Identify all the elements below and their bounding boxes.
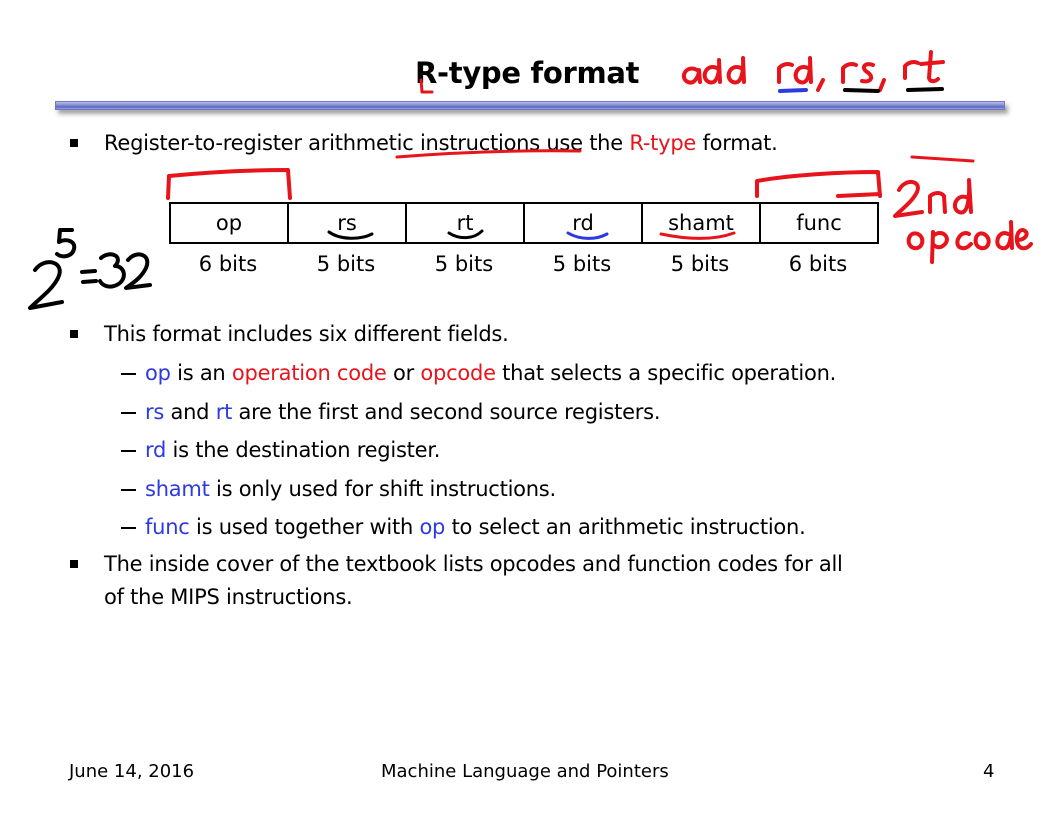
bits-rd: 5 bits xyxy=(552,252,612,276)
footer-page-number: 4 xyxy=(983,761,995,782)
bullet-3-line-1: The inside cover of the textbook lists opcodes and function codes for all xyxy=(104,552,843,576)
text-segment: to select an arithmetic instruction. xyxy=(445,515,806,539)
slide-title: R-type format xyxy=(415,56,640,90)
term-rd: rd xyxy=(145,438,167,462)
field-rs: rs xyxy=(288,203,406,243)
rt-black-underline xyxy=(908,89,942,90)
field-rd: rd xyxy=(524,203,642,243)
field-rt: rt xyxy=(406,203,524,243)
bits-rt: 5 bits xyxy=(434,252,494,276)
text-segment: is only used for shift instructions. xyxy=(209,477,556,501)
field-func: func xyxy=(760,203,878,243)
op-field-red-bracket xyxy=(168,170,290,198)
term-op: op xyxy=(145,361,171,385)
handwritten-add-rd-rs-rt xyxy=(684,52,943,90)
text-segment: or xyxy=(386,361,421,385)
func-field-red-bracket xyxy=(757,172,880,196)
term-func: func xyxy=(145,515,190,539)
bits-shamt: 5 bits xyxy=(670,252,730,276)
bullet-2-text: This format includes six different fields. xyxy=(104,322,509,346)
footer-course: Machine Language and Pointers xyxy=(381,761,669,782)
rs-field-black-underline xyxy=(329,232,372,238)
text-segment: are the first and second source registers. xyxy=(232,400,661,424)
text-segment: is the destination register. xyxy=(166,438,441,462)
rt-field-black-underline xyxy=(449,231,482,238)
func-arrow-dash xyxy=(838,194,880,196)
format-red-overline xyxy=(912,157,973,161)
bits-op: 6 bits xyxy=(198,252,258,276)
title-r-ink-mark xyxy=(421,80,432,92)
field-shamt: shamt xyxy=(642,203,760,243)
arithmetic-red-underline xyxy=(397,151,580,157)
bullet-1-post: format. xyxy=(696,131,778,155)
text-segment: and xyxy=(164,400,216,424)
rd-blue-underline xyxy=(780,90,806,91)
rd-field-blue-underline xyxy=(568,233,607,238)
handwritten-opcode xyxy=(909,222,1031,262)
term-rs: rs xyxy=(145,400,165,424)
text-segment: is an xyxy=(170,361,232,385)
text-segment: that selects a specific operation. xyxy=(495,361,837,385)
term-operation-code: operation code xyxy=(231,361,387,385)
bullet-1-pre: Register-to-register arithmetic instructions use the xyxy=(104,131,630,155)
handwritten-two-to-five-equals-32 xyxy=(30,230,150,308)
rs-black-underline xyxy=(845,90,878,91)
shamt-field-red-underline xyxy=(661,233,734,238)
term-op: op xyxy=(419,515,446,539)
field-op: op xyxy=(170,203,288,243)
term-shamt: shamt xyxy=(145,477,210,501)
bullet-1-highlight: R-type xyxy=(629,131,697,155)
term-opcode: opcode xyxy=(420,361,496,385)
term-rt: rt xyxy=(215,400,233,424)
bits-rs: 5 bits xyxy=(316,252,376,276)
text-segment: is used together with xyxy=(189,515,420,539)
bullet-3-line-2: of the MIPS instructions. xyxy=(104,585,353,609)
handwritten-2nd xyxy=(895,180,971,216)
bits-func: 6 bits xyxy=(788,252,848,276)
footer-date: June 14, 2016 xyxy=(69,761,195,782)
